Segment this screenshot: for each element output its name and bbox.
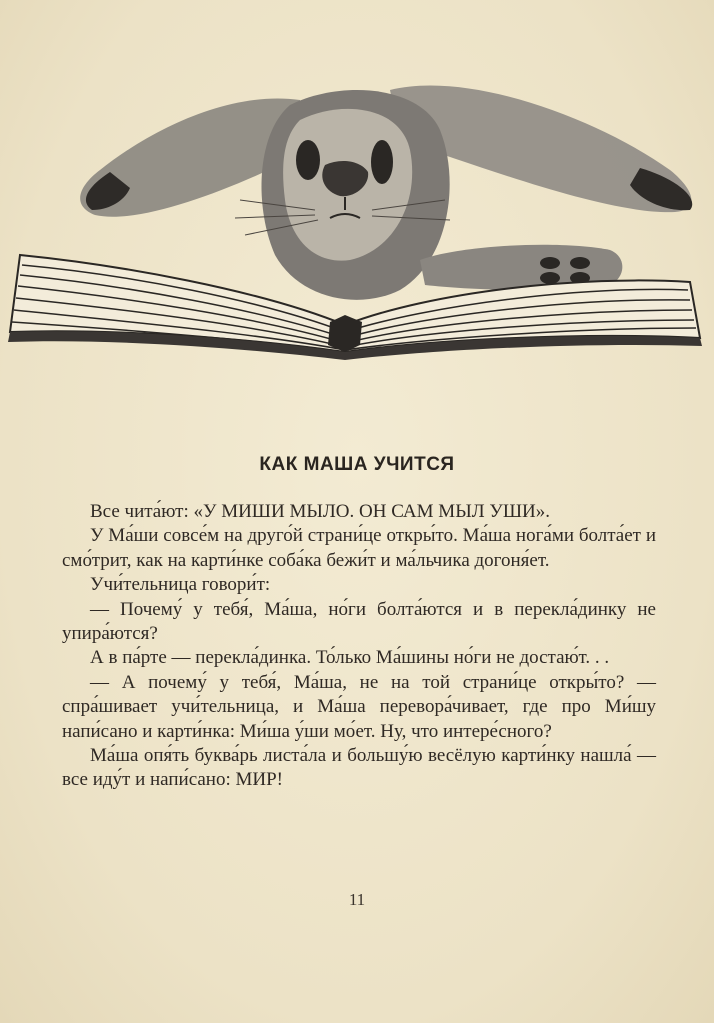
body-text xyxy=(62,500,656,793)
chapter-title: КАК МАША УЧИТСЯ xyxy=(259,454,455,475)
paragraph: А в па́рте — перекла́динка. То́лько Ма́шины но́ги не достаю́т. . . xyxy=(90,647,610,669)
page-number: 11 xyxy=(348,890,366,909)
paragraph: У Ма́ши совсе́м на друго́й страни́це откры́то. Ма́ша нога́ми болта́ет и смо́трит, как на карти́нке соба́ка бежи́т и ма́льчика догоня́ет. xyxy=(62,525,656,571)
rabbit-reading-book-illustration xyxy=(0,60,714,360)
paragraph: Все чита́ют: «У МИШИ МЫЛО. ОН САМ МЫЛ УШИ». xyxy=(90,501,550,522)
paragraph: Ма́ша опя́ть буква́рь листа́ла и большу́ю весёлую карти́нку нашла́ — все иду́т и напи́сано: МИР! xyxy=(62,745,656,791)
paragraph: — Почему́ у тебя́, Ма́ша, но́ги болта́ются и в перекла́динку не упира́ются? xyxy=(62,598,656,645)
paragraph: — А почему́ у тебя́, Ма́ша, не на той страни́це откры́то? — спра́шивает учи́тельница, и Ма́ша перевора́чивает, где про Ми́шу напи́сано и карти́нка: Ми́ша у́ши мо́ет. Ну, что интере́сного? xyxy=(62,671,656,742)
paragraph: Учи́тельница говори́т: xyxy=(90,574,271,596)
